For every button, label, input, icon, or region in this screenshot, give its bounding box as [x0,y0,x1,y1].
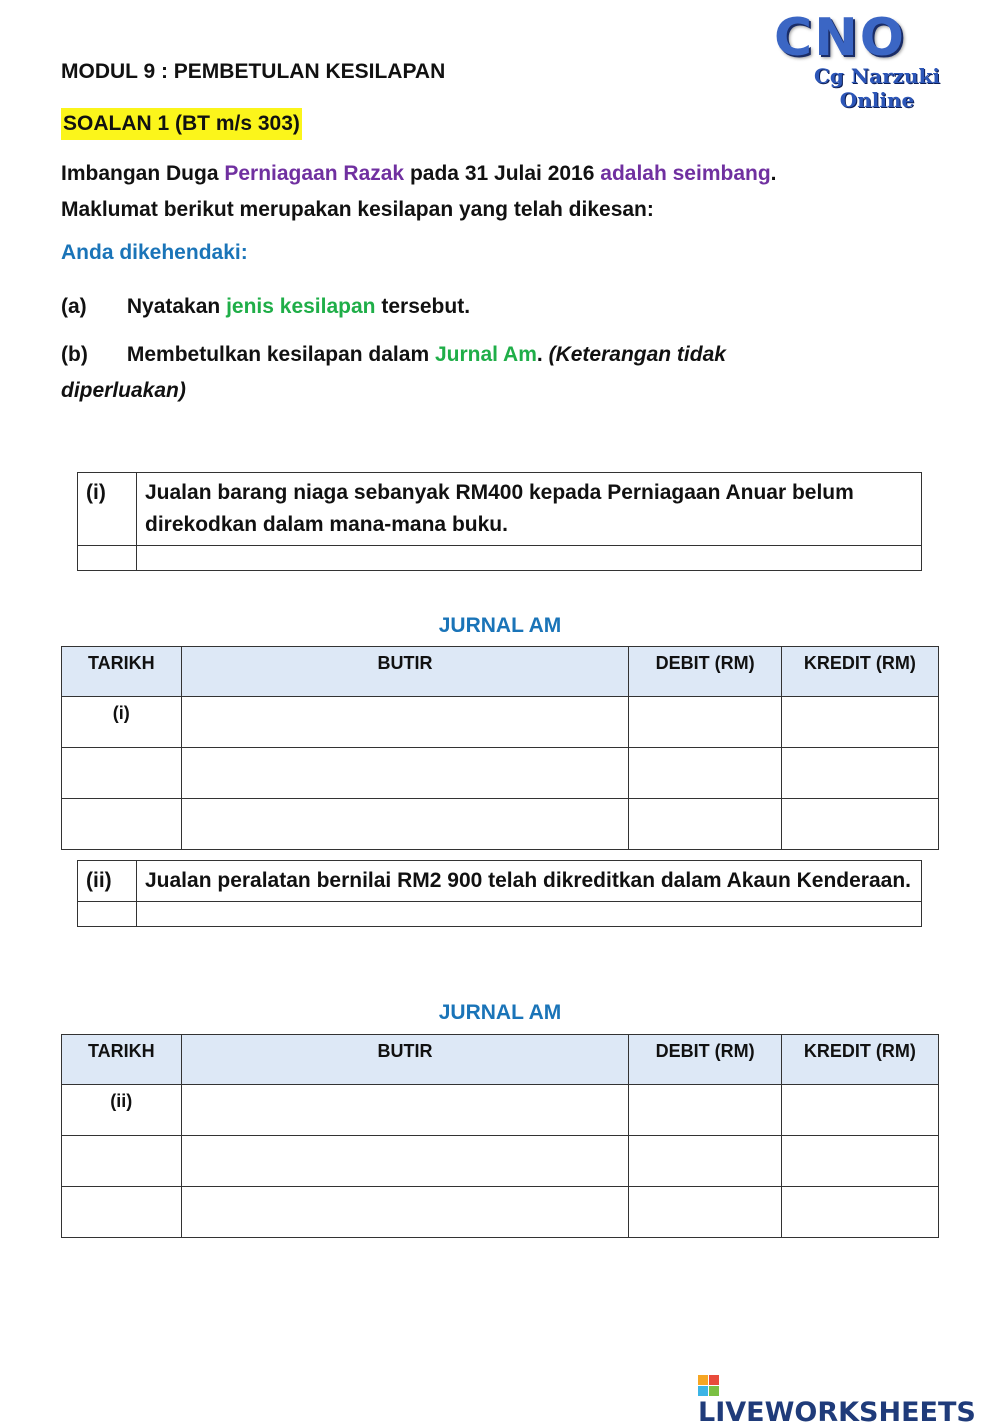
journal-title-1: JURNAL AM [438,614,562,637]
particulars-cell[interactable] [181,1085,629,1136]
error-description: Jualan barang niaga sebanyak RM400 kepada Perniagaan Anuar belum direkodkan dalam mana-mana buku. [137,473,922,546]
credit-cell[interactable] [781,1136,938,1187]
debit-input[interactable] [631,805,778,835]
header-debit: DEBIT (RM) [629,1035,781,1085]
instruction-a [61,289,470,325]
credit-cell[interactable] [781,697,938,748]
journal-row [62,1187,939,1238]
instruction-a-pre: Nyatakan [126,295,221,318]
date-cell: (ii) [62,1085,182,1136]
intro-text-2: pada 31 Julai 2016 [409,162,595,185]
journal-row [62,1136,939,1187]
error-box-1 [77,472,922,571]
debit-input[interactable] [631,1193,778,1223]
journal-table-2 [61,1034,939,1238]
cno-logo [722,8,958,112]
instruction-b-dot: . [536,343,543,366]
liveworksheets-icon [698,1375,720,1397]
date-cell: (i) [62,697,182,748]
journal-row [62,1085,939,1136]
debit-input[interactable] [631,754,778,784]
particulars-input[interactable] [189,1091,620,1121]
liveworksheets-text: LIVEWORKSHEETS [698,1397,976,1428]
credit-cell[interactable] [781,748,938,799]
credit-input[interactable] [784,754,936,784]
instruction-a-highlight: jenis kesilapan [226,295,376,318]
instruction-b-highlight: Jurnal Am [434,343,537,366]
error-type-answer[interactable] [137,902,922,927]
error-number: (ii) [78,861,137,902]
credit-input[interactable] [784,805,936,835]
liveworksheets-brand [698,1375,1000,1428]
intro-text-1: Imbangan Duga [61,162,219,185]
particulars-input[interactable] [189,703,620,733]
debit-cell[interactable] [629,748,781,799]
business-name: Perniagaan Razak [224,162,405,185]
particulars-input[interactable] [189,1193,620,1223]
instruction-a-label: (a) [61,295,87,318]
credit-input[interactable] [784,703,936,733]
error-type-answer[interactable] [137,546,922,571]
date-cell [62,1136,182,1187]
credit-cell[interactable] [781,1187,938,1238]
particulars-cell[interactable] [181,799,629,850]
error-number: (i) [78,473,137,546]
journal-header-row [62,1035,939,1085]
logo-sub-text: Cg Narzuki Online [814,64,940,112]
date-cell [62,748,182,799]
credit-input[interactable] [784,1142,936,1172]
credit-input[interactable] [784,1193,936,1223]
debit-cell[interactable] [629,799,781,850]
instruction-a-post: tersebut. [381,295,471,318]
instruction-b-note: (Keterangan tidak [548,343,726,366]
debit-input[interactable] [631,1091,778,1121]
debit-cell[interactable] [629,1085,781,1136]
journal-row [62,799,939,850]
credit-cell[interactable] [781,1085,938,1136]
error-description: Jualan peralatan bernilai RM2 900 telah dikreditkan dalam Akaun Kenderaan. [137,861,922,902]
error-box-2 [77,860,922,927]
journal-header-row [62,647,939,697]
header-date: TARIKH [62,647,182,697]
particulars-cell[interactable] [181,1187,629,1238]
debit-cell[interactable] [629,697,781,748]
instruction-b-pre: Membetulkan kesilapan dalam [126,343,430,366]
particulars-input[interactable] [189,805,620,835]
error-answer-blank[interactable] [78,902,137,927]
debit-input[interactable] [631,1142,778,1172]
particulars-cell[interactable] [181,1136,629,1187]
particulars-input[interactable] [189,754,620,784]
date-cell [62,799,182,850]
instruction-b [61,337,941,409]
header-credit: KREDIT (RM) [781,647,938,697]
particulars-cell[interactable] [181,748,629,799]
journal-table-1 [61,646,939,850]
header-credit: KREDIT (RM) [781,1035,938,1085]
credit-input[interactable] [784,1091,936,1121]
debit-cell[interactable] [629,1136,781,1187]
debit-input[interactable] [631,703,778,733]
module-title: MODUL 9 : PEMBETULAN KESILAPAN [61,60,446,83]
intro-period: . [770,162,777,185]
instruction-b-note-2: diperluakan) [61,379,186,402]
intro-line-2: Maklumat berikut merupakan kesilapan yang telah dikesan: [61,198,654,221]
intro-paragraph [61,156,941,228]
header-date: TARIKH [62,1035,182,1085]
particulars-input[interactable] [189,1142,620,1172]
date-cell [62,1187,182,1238]
header-particulars: BUTIR [181,1035,629,1085]
header-debit: DEBIT (RM) [629,647,781,697]
logo-main-text: CNO [774,8,906,68]
particulars-cell[interactable] [181,697,629,748]
header-particulars: BUTIR [181,647,629,697]
journal-title-2: JURNAL AM [438,1001,562,1024]
journal-row [62,748,939,799]
credit-cell[interactable] [781,799,938,850]
instruction-b-label: (b) [61,343,88,366]
journal-row [62,697,939,748]
debit-cell[interactable] [629,1187,781,1238]
instructions-heading: Anda dikehendaki: [61,241,248,264]
trial-balance-status: adalah seimbang [600,162,771,185]
question-label: SOALAN 1 (BT m/s 303) [61,108,302,140]
error-answer-blank[interactable] [78,546,137,571]
